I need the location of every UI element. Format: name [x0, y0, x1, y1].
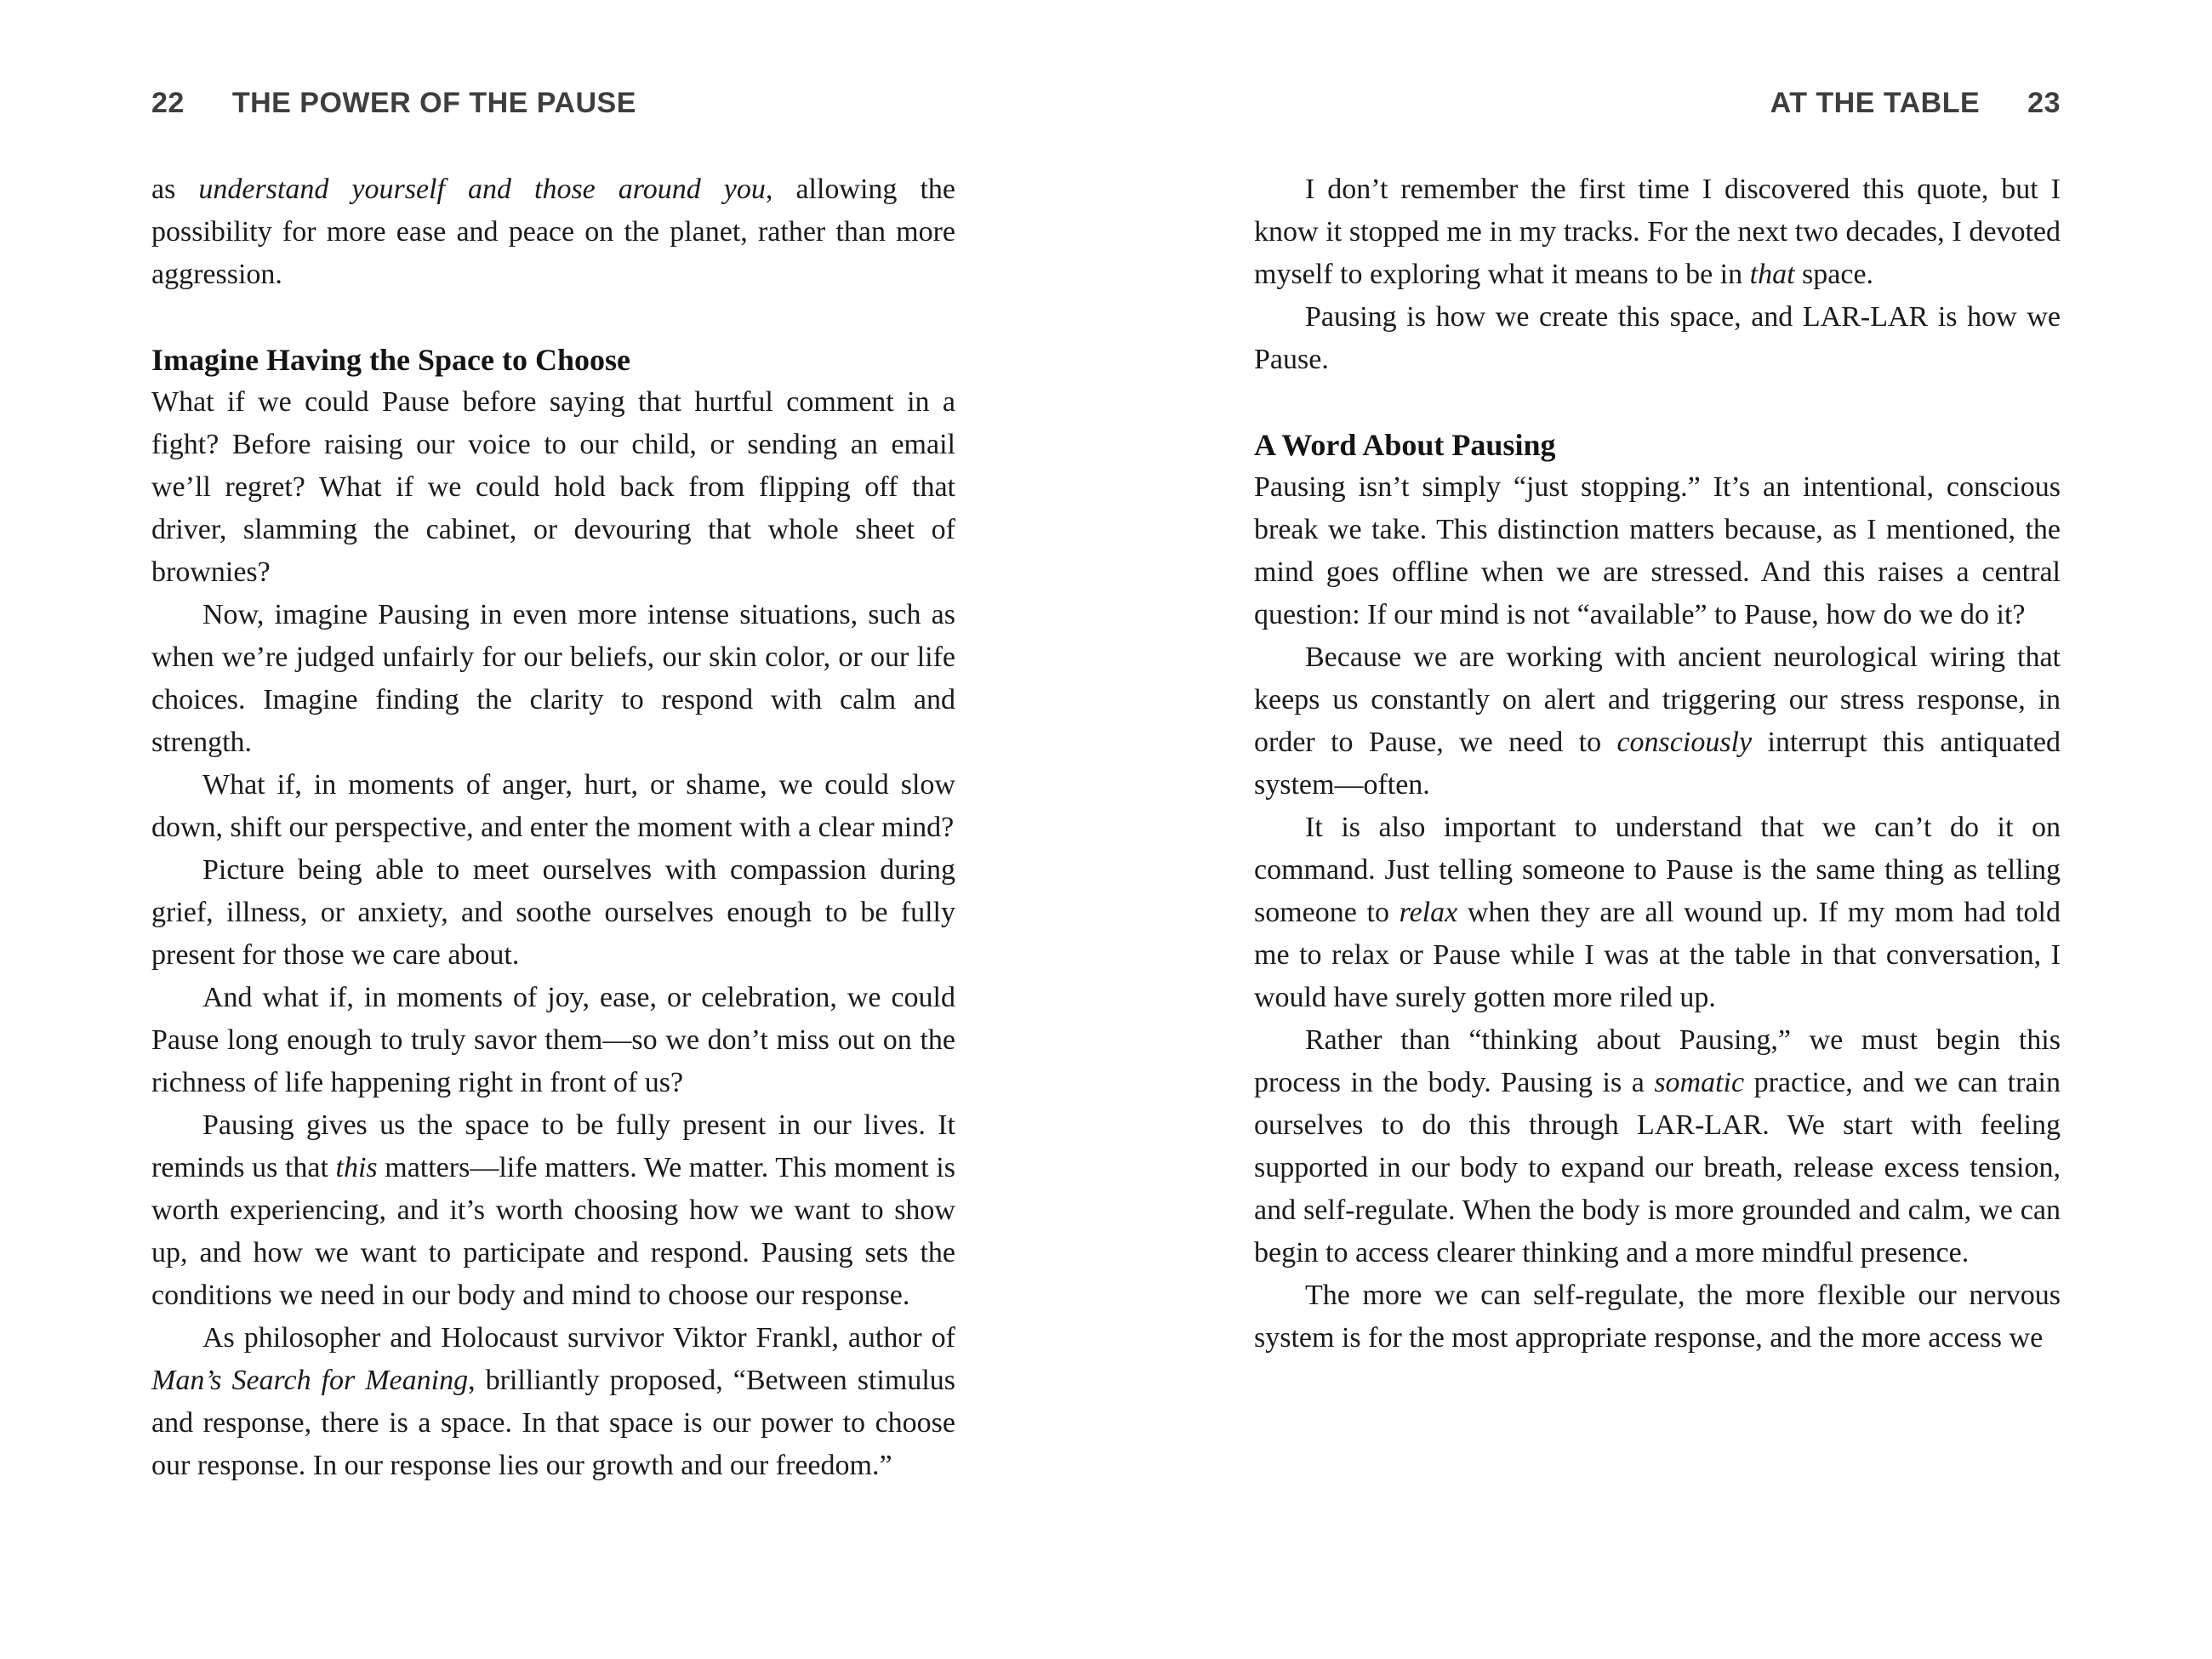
body-text: And what if, in moments of joy, ease, or celebration, we could Pause long enough to truly savor them—so we don’t miss out on the richness of life happening right in front of us?	[151, 982, 955, 1098]
body-text: As philosopher and Holocaust survivor Viktor Frankl, author of	[202, 1322, 955, 1354]
right-running-head-title: AT THE TABLE	[1770, 87, 1981, 119]
body-text: Rather than “thinking about Pausing,” we must begin this process in the body. Pausing is a	[1254, 1024, 2061, 1098]
left-page-text	[151, 168, 955, 1487]
body-paragraph	[151, 381, 955, 594]
body-text: space.	[1794, 259, 1874, 290]
italic-text: Man’s Search for Meaning	[151, 1365, 469, 1396]
body-paragraph	[151, 1104, 955, 1317]
body-text: Pausing is how we create this space, and LAR-LAR is how we Pause.	[1254, 301, 2061, 375]
body-paragraph	[151, 594, 955, 764]
body-text: as	[151, 174, 199, 205]
right-page-number: 23	[2027, 87, 2061, 119]
italic-text: understand yourself and those around you	[198, 174, 766, 205]
italic-text: somatic	[1654, 1067, 1745, 1098]
left-running-head-title: THE POWER OF THE PAUSE	[231, 87, 636, 119]
right-page-text	[1254, 168, 2061, 1360]
italic-text: this	[335, 1152, 378, 1183]
body-text: Now, imagine Pausing in even more intense situations, such as when we’re judged unfairly for our beliefs, our skin color, or our life choices. Imagine finding the clarity to respond with calm and strength.	[151, 599, 955, 758]
body-text: Pausing gives us the space to be fully present in our lives. It reminds us that	[151, 1109, 955, 1183]
body-text: interrupt this antiquated system—often.	[1254, 727, 2061, 801]
body-paragraph	[1254, 168, 2061, 296]
left-running-head	[151, 86, 636, 120]
body-paragraph	[151, 1317, 955, 1487]
section-heading: A Word About Pausing	[1254, 428, 1556, 462]
body-paragraph	[1254, 296, 2061, 381]
body-paragraph	[1254, 636, 2061, 807]
body-text: practice, and we can train ourselves to do this through LAR-LAR. We start with feeling supported in our body to expand our breath, release excess tension, and self-regulate. When the body is more grounded and calm, we can begin to access clearer thinking and a more mindful presence.	[1254, 1067, 2061, 1268]
body-text: , brilliantly proposed, “Between stimulus and response, there is a space. In that space is our power to choose our response. In our response lies our growth and our freedom.”	[151, 1365, 955, 1481]
body-paragraph	[151, 849, 955, 977]
body-text: when they are all wound up. If my mom had told me to relax or Pause while I was at the table in that conversation, I would have surely gotten more riled up.	[1254, 897, 2061, 1013]
body-paragraph	[1254, 1019, 2061, 1274]
left-page-number: 22	[151, 87, 185, 119]
right-running-head	[1770, 86, 2061, 120]
section-heading: Imagine Having the Space to Choose	[151, 343, 631, 377]
body-paragraph	[1254, 466, 2061, 636]
body-text: What if we could Pause before saying that hurtful comment in a fight? Before raising our voice to our child, or sending an email we’ll regret? What if we could hold back from flipping off that driver, slamming the cabinet, or devouring that whole sheet of brownies?	[151, 386, 955, 588]
body-paragraph	[151, 764, 955, 849]
italic-text: that	[1749, 259, 1795, 290]
body-text: It is also important to understand that we can’t do it on command. Just telling someone to Pause is the same thing as telling someone to	[1254, 812, 2061, 928]
body-text: Picture being able to meet ourselves with compassion during grief, illness, or anxiety, and soothe ourselves enough to be fully present for those we care about.	[151, 854, 955, 971]
body-text: Pausing isn’t simply “just stopping.” It’s an intentional, conscious break we take. This distinction matters because, as I mentioned, the mind goes offline when we are stressed. And this raises a central question: If our mind is not “available” to Pause, how do we do it?	[1254, 471, 2061, 630]
body-paragraph	[1254, 807, 2061, 1019]
body-text: The more we can self-regulate, the more flexible our nervous system is for the most appropriate response, and the more access we	[1254, 1280, 2061, 1354]
body-text: matters—life matters. We matter. This moment is worth experiencing, and it’s worth choosing how we want to show up, and how we want to participate and respond. Pausing sets the conditions we need in our body and mind to choose our response.	[151, 1152, 955, 1311]
body-text: Because we are working with ancient neurological wiring that keeps us constantly on alert and triggering our stress response, in order to Pause, we need to	[1254, 641, 2061, 758]
italic-text: consciously	[1616, 727, 1753, 758]
body-paragraph	[151, 168, 955, 296]
italic-text: relax	[1399, 897, 1458, 928]
body-text: What if, in moments of anger, hurt, or shame, we could slow down, shift our perspective, and enter the moment with a clear mind?	[151, 769, 955, 843]
body-text: I don’t remember the first time I discovered this quote, but I know it stopped me in my tracks. For the next two decades, I devoted myself to exploring what it means to be in	[1254, 174, 2061, 290]
body-text: , allowing the possibility for more ease and peace on the planet, rather than more aggression.	[151, 174, 955, 290]
body-paragraph	[151, 977, 955, 1104]
body-paragraph	[1254, 1274, 2061, 1360]
